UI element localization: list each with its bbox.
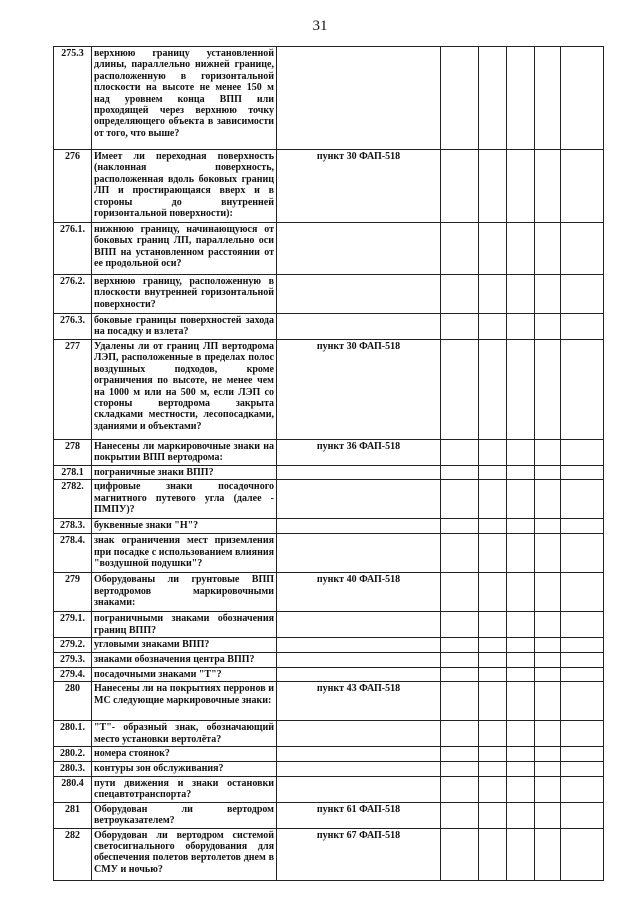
answer-cell <box>535 638 561 652</box>
item-number: 276.3. <box>54 314 92 340</box>
answer-cell <box>441 534 479 573</box>
item-number: 280.3. <box>54 761 92 776</box>
answer-cell <box>535 275 561 314</box>
answer-cell <box>441 761 479 776</box>
answer-cell <box>479 652 507 667</box>
table-row <box>54 667 604 681</box>
table-row <box>54 747 604 761</box>
legal-reference <box>277 721 441 747</box>
answer-cell <box>561 340 604 440</box>
table-row <box>54 682 604 721</box>
question-text: пути движения и знаки остановки спецавтотранспорта? <box>92 776 277 802</box>
question-text: цифровые знаки посадочного магнитного путевого угла (далее - ПМПУ)? <box>92 480 277 519</box>
legal-reference <box>277 747 441 761</box>
answer-cell <box>507 638 535 652</box>
answer-cell <box>507 519 535 534</box>
answer-cell <box>535 828 561 880</box>
answer-cell <box>535 612 561 638</box>
answer-cell <box>561 802 604 828</box>
question-text: угловыми знаками ВПП? <box>92 638 277 652</box>
answer-cell <box>535 466 561 480</box>
answer-cell <box>535 667 561 681</box>
answer-cell <box>479 440 507 466</box>
table-row <box>54 314 604 340</box>
question-text: Оборудован ли вертодром системой светосигнального оборудования для обеспечения полетов вертолетов днем в СМУ и ночью? <box>92 828 277 880</box>
table-row <box>54 466 604 480</box>
answer-cell <box>441 667 479 681</box>
question-text: "Т"- образный знак, обозначающий место установки вертолёта? <box>92 721 277 747</box>
table-row <box>54 223 604 275</box>
answer-cell <box>441 480 479 519</box>
answer-cell <box>441 573 479 612</box>
answer-cell <box>507 828 535 880</box>
legal-reference <box>277 275 441 314</box>
answer-cell <box>507 480 535 519</box>
answer-cell <box>507 682 535 721</box>
answer-cell <box>507 47 535 150</box>
table-row <box>54 612 604 638</box>
answer-cell <box>441 682 479 721</box>
answer-cell <box>479 275 507 314</box>
answer-cell <box>561 275 604 314</box>
answer-cell <box>561 314 604 340</box>
answer-cell <box>441 466 479 480</box>
answer-cell <box>507 440 535 466</box>
answer-cell <box>507 534 535 573</box>
answer-cell <box>535 802 561 828</box>
legal-reference <box>277 761 441 776</box>
answer-cell <box>561 534 604 573</box>
answer-cell <box>535 223 561 275</box>
table-row <box>54 519 604 534</box>
item-number: 278.1 <box>54 466 92 480</box>
answer-cell <box>561 776 604 802</box>
answer-cell <box>535 150 561 223</box>
legal-reference <box>277 638 441 652</box>
item-number: 280 <box>54 682 92 721</box>
legal-reference <box>277 47 441 150</box>
answer-cell <box>479 761 507 776</box>
answer-cell <box>441 150 479 223</box>
answer-cell <box>561 828 604 880</box>
question-text: Оборудован ли вертодром ветроуказателем? <box>92 802 277 828</box>
answer-cell <box>507 275 535 314</box>
answer-cell <box>507 150 535 223</box>
answer-cell <box>507 466 535 480</box>
answer-cell <box>479 747 507 761</box>
answer-cell <box>441 721 479 747</box>
item-number: 279 <box>54 573 92 612</box>
answer-cell <box>535 776 561 802</box>
answer-cell <box>561 573 604 612</box>
answer-cell <box>441 747 479 761</box>
item-number: 279.2. <box>54 638 92 652</box>
item-number: 280.1. <box>54 721 92 747</box>
item-number: 276 <box>54 150 92 223</box>
answer-cell <box>441 519 479 534</box>
answer-cell <box>479 612 507 638</box>
legal-reference: пункт 40 ФАП-518 <box>277 573 441 612</box>
answer-cell <box>561 47 604 150</box>
legal-reference <box>277 519 441 534</box>
table-row <box>54 440 604 466</box>
item-number: 278.4. <box>54 534 92 573</box>
table-row <box>54 47 604 150</box>
answer-cell <box>507 721 535 747</box>
answer-cell <box>479 314 507 340</box>
table-row <box>54 761 604 776</box>
answer-cell <box>441 47 479 150</box>
answer-cell <box>441 223 479 275</box>
answer-cell <box>535 721 561 747</box>
legal-reference <box>277 667 441 681</box>
question-text: Нанесены ли маркировочные знаки на покрытии ВПП вертодрома: <box>92 440 277 466</box>
answer-cell <box>441 314 479 340</box>
answer-cell <box>561 223 604 275</box>
table-row <box>54 802 604 828</box>
table-row <box>54 275 604 314</box>
answer-cell <box>479 519 507 534</box>
answer-cell <box>561 682 604 721</box>
answer-cell <box>535 747 561 761</box>
answer-cell <box>507 776 535 802</box>
legal-reference: пункт 30 ФАП-518 <box>277 150 441 223</box>
answer-cell <box>507 223 535 275</box>
answer-cell <box>479 340 507 440</box>
answer-cell <box>441 638 479 652</box>
answer-cell <box>479 828 507 880</box>
answer-cell <box>479 802 507 828</box>
legal-reference: пункт 30 ФАП-518 <box>277 340 441 440</box>
answer-cell <box>479 682 507 721</box>
question-text: Нанесены ли на покрытиях перронов и МС следующие маркировочные знаки: <box>92 682 277 721</box>
item-number: 278 <box>54 440 92 466</box>
table-row <box>54 776 604 802</box>
answer-cell <box>479 480 507 519</box>
answer-cell <box>535 761 561 776</box>
answer-cell <box>535 519 561 534</box>
answer-cell <box>561 150 604 223</box>
answer-cell <box>479 466 507 480</box>
answer-cell <box>479 667 507 681</box>
answer-cell <box>507 667 535 681</box>
answer-cell <box>441 440 479 466</box>
table-row <box>54 573 604 612</box>
table-row <box>54 480 604 519</box>
answer-cell <box>561 761 604 776</box>
table-row <box>54 150 604 223</box>
item-number: 276.1. <box>54 223 92 275</box>
legal-reference: пункт 43 ФАП-518 <box>277 682 441 721</box>
answer-cell <box>507 340 535 440</box>
answer-cell <box>507 802 535 828</box>
answer-cell <box>561 638 604 652</box>
table-row <box>54 638 604 652</box>
answer-cell <box>561 440 604 466</box>
answer-cell <box>441 652 479 667</box>
question-text: посадочными знаками "Т"? <box>92 667 277 681</box>
legal-reference <box>277 612 441 638</box>
question-text: верхнюю границу установленной длины, параллельно нижней границе, расположенную в горизонтальной плоскости на высоте не менее 150 м над уровнем конца ВПП или проходящей через верхнюю точку определяющего объекта в зависимости от того, что выше? <box>92 47 277 150</box>
legal-reference <box>277 314 441 340</box>
answer-cell <box>507 612 535 638</box>
answer-cell <box>479 721 507 747</box>
answer-cell <box>441 802 479 828</box>
legal-reference <box>277 776 441 802</box>
answer-cell <box>507 573 535 612</box>
answer-cell <box>561 480 604 519</box>
question-text: контуры зон обслуживания? <box>92 761 277 776</box>
answer-cell <box>535 340 561 440</box>
item-number: 280.4 <box>54 776 92 802</box>
legal-reference: пункт 36 ФАП-518 <box>277 440 441 466</box>
answer-cell <box>535 652 561 667</box>
answer-cell <box>561 747 604 761</box>
item-number: 279.4. <box>54 667 92 681</box>
answer-cell <box>441 612 479 638</box>
answer-cell <box>479 638 507 652</box>
page-number: 31 <box>312 18 328 34</box>
answer-cell <box>535 480 561 519</box>
question-text: Оборудованы ли грунтовые ВПП вертодромов маркировочными знаками: <box>92 573 277 612</box>
table-row <box>54 652 604 667</box>
question-text: знаками обозначения центра ВПП? <box>92 652 277 667</box>
table-row <box>54 340 604 440</box>
item-number: 279.3. <box>54 652 92 667</box>
checklist-table <box>53 46 604 881</box>
item-number: 2782. <box>54 480 92 519</box>
table-row <box>54 534 604 573</box>
table-row <box>54 828 604 880</box>
table-row <box>54 721 604 747</box>
answer-cell <box>535 682 561 721</box>
item-number: 279.1. <box>54 612 92 638</box>
question-text: Имеет ли переходная поверхность (наклонная поверхность, расположенная вдоль боковых границ ЛП и простирающаяся вверх и в стороны до внутренней горизонтальной поверхности): <box>92 150 277 223</box>
answer-cell <box>535 573 561 612</box>
legal-reference <box>277 466 441 480</box>
answer-cell <box>441 828 479 880</box>
answer-cell <box>507 652 535 667</box>
question-text: Удалены ли от границ ЛП вертодрома ЛЭП, расположенные в пределах полос воздушных подходов, кроме ограничения по высоте, не менее чем на 1000 м или на 500 м, если ЛЭП со стороны вертодрома закрыта складками местности, лесопосадками, зданиями и объектами? <box>92 340 277 440</box>
question-text: пограничными знаками обозначения границ ВПП? <box>92 612 277 638</box>
answer-cell <box>479 150 507 223</box>
answer-cell <box>561 652 604 667</box>
answer-cell <box>479 47 507 150</box>
question-text: буквенные знаки "Н"? <box>92 519 277 534</box>
answer-cell <box>479 223 507 275</box>
answer-cell <box>535 440 561 466</box>
answer-cell <box>561 466 604 480</box>
answer-cell <box>441 776 479 802</box>
answer-cell <box>561 519 604 534</box>
question-text: номера стоянок? <box>92 747 277 761</box>
question-text: верхнюю границу, расположенную в плоскости внутренней горизонтальной поверхности? <box>92 275 277 314</box>
item-number: 282 <box>54 828 92 880</box>
legal-reference: пункт 61 ФАП-518 <box>277 802 441 828</box>
answer-cell <box>561 612 604 638</box>
item-number: 275.3 <box>54 47 92 150</box>
item-number: 280.2. <box>54 747 92 761</box>
answer-cell <box>507 747 535 761</box>
answer-cell <box>441 275 479 314</box>
answer-cell <box>479 534 507 573</box>
legal-reference <box>277 480 441 519</box>
question-text: пограничные знаки ВПП? <box>92 466 277 480</box>
question-text: знак ограничения мест приземления при посадке с использованием влияния "воздушной подушки"? <box>92 534 277 573</box>
item-number: 277 <box>54 340 92 440</box>
item-number: 278.3. <box>54 519 92 534</box>
answer-cell <box>479 776 507 802</box>
answer-cell <box>441 340 479 440</box>
legal-reference <box>277 534 441 573</box>
answer-cell <box>507 761 535 776</box>
answer-cell <box>561 721 604 747</box>
answer-cell <box>479 573 507 612</box>
legal-reference: пункт 67 ФАП-518 <box>277 828 441 880</box>
answer-cell <box>507 314 535 340</box>
answer-cell <box>561 667 604 681</box>
legal-reference <box>277 652 441 667</box>
item-number: 281 <box>54 802 92 828</box>
legal-reference <box>277 223 441 275</box>
answer-cell <box>535 534 561 573</box>
item-number: 276.2. <box>54 275 92 314</box>
answer-cell <box>535 314 561 340</box>
question-text: нижнюю границу, начинающуюся от боковых границ ЛП, параллельно оси ВПП на установленном расстоянии от ее продольной оси? <box>92 223 277 275</box>
question-text: боковые границы поверхностей захода на посадку и взлета? <box>92 314 277 340</box>
answer-cell <box>535 47 561 150</box>
